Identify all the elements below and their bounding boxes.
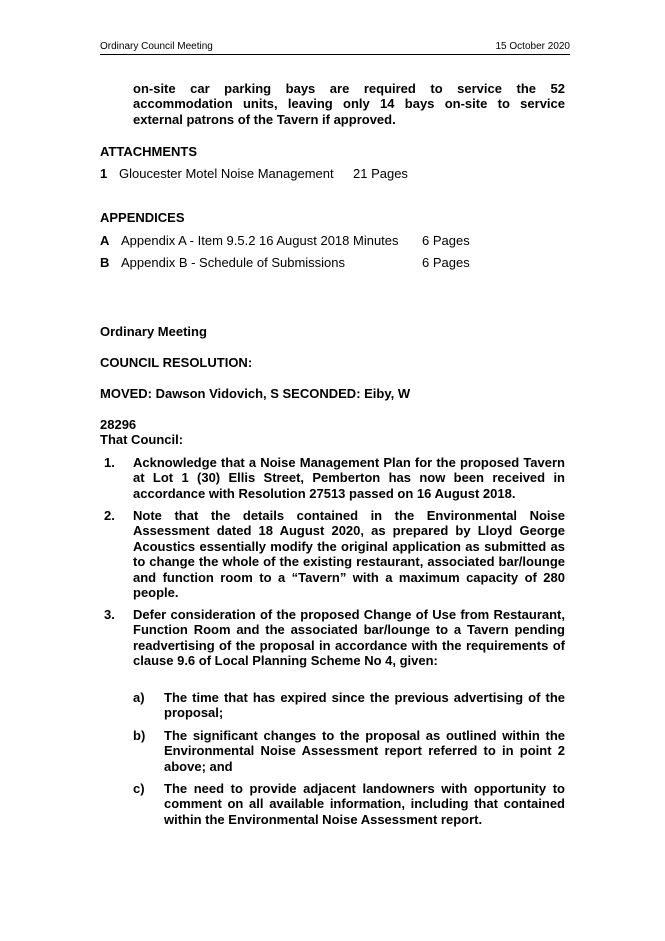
- resolution-heading: COUNCIL RESOLUTION:: [100, 355, 253, 370]
- appendix-title: Appendix A - Item 9.5.2 16 August 2018 Minutes: [121, 233, 399, 248]
- appendix-marker: B: [100, 255, 110, 270]
- resolution-subitem: The significant changes to the proposal as outlined within the Environmental Noise Assessment report referred to in point 2 above; and: [164, 728, 565, 774]
- attachment-title: Gloucester Motel Noise Management: [119, 166, 334, 181]
- attachments-heading: ATTACHMENTS: [100, 144, 198, 159]
- intro-paragraph: on-site car parking bays are required to service the 52 accommodation units, leaving only 14 bays on-site to service external patrons of the Tavern if approved.: [133, 81, 565, 127]
- resolution-item: Defer consideration of the proposed Change of Use from Restaurant, Function Room and the associated bar/lounge to a Tavern pending readvertising of the proposal in accordance with the requirements of clause 9.6 of Local Planning Scheme No 4, given:: [133, 607, 565, 669]
- header-date: 15 October 2020: [495, 41, 570, 52]
- resolution-subitem: The time that has expired since the previous advertising of the proposal;: [164, 690, 565, 721]
- item-number: 1.: [104, 455, 115, 470]
- appendix-marker: A: [100, 233, 110, 248]
- moved-seconded-line: MOVED: Dawson Vidovich, S SECONDED: Eiby, W: [100, 386, 411, 401]
- attachment-marker: 1: [100, 166, 108, 181]
- subitem-marker: b): [133, 728, 146, 743]
- appendix-title: Appendix B - Schedule of Submissions: [121, 255, 346, 270]
- attachment-pages: 21 Pages: [353, 166, 408, 181]
- subitem-marker: a): [133, 690, 145, 705]
- header-meeting-name: Ordinary Council Meeting: [100, 41, 213, 52]
- that-council-label: That Council:: [100, 432, 184, 447]
- appendices-heading: APPENDICES: [100, 210, 185, 225]
- subitem-marker: c): [133, 781, 145, 796]
- resolution-item: Acknowledge that a Noise Management Plan for the proposed Tavern at Lot 1 (30) Ellis Street, Pemberton has now been received in accordance with Resolution 27513 passed on 16 August 2018.: [133, 455, 565, 501]
- appendix-pages: 6 Pages: [422, 255, 470, 270]
- resolution-number: 28296: [100, 417, 137, 432]
- appendix-pages: 6 Pages: [422, 233, 470, 248]
- page-header: [100, 41, 570, 55]
- item-number: 2.: [104, 508, 115, 523]
- meeting-type: Ordinary Meeting: [100, 324, 207, 339]
- item-number: 3.: [104, 607, 115, 622]
- resolution-subitem: The need to provide adjacent landowners with opportunity to comment on all available information, including that contained within the Environmental Noise Assessment report.: [164, 781, 565, 827]
- resolution-item: Note that the details contained in the Environmental Noise Assessment dated 18 August 2020, as prepared by Lloyd George Acoustics essentially modify the original application as submitted as to change the whole of the existing restaurant, associated bar/lounge and function room to a “Tavern” with a maximum capacity of 280 people.: [133, 508, 565, 601]
